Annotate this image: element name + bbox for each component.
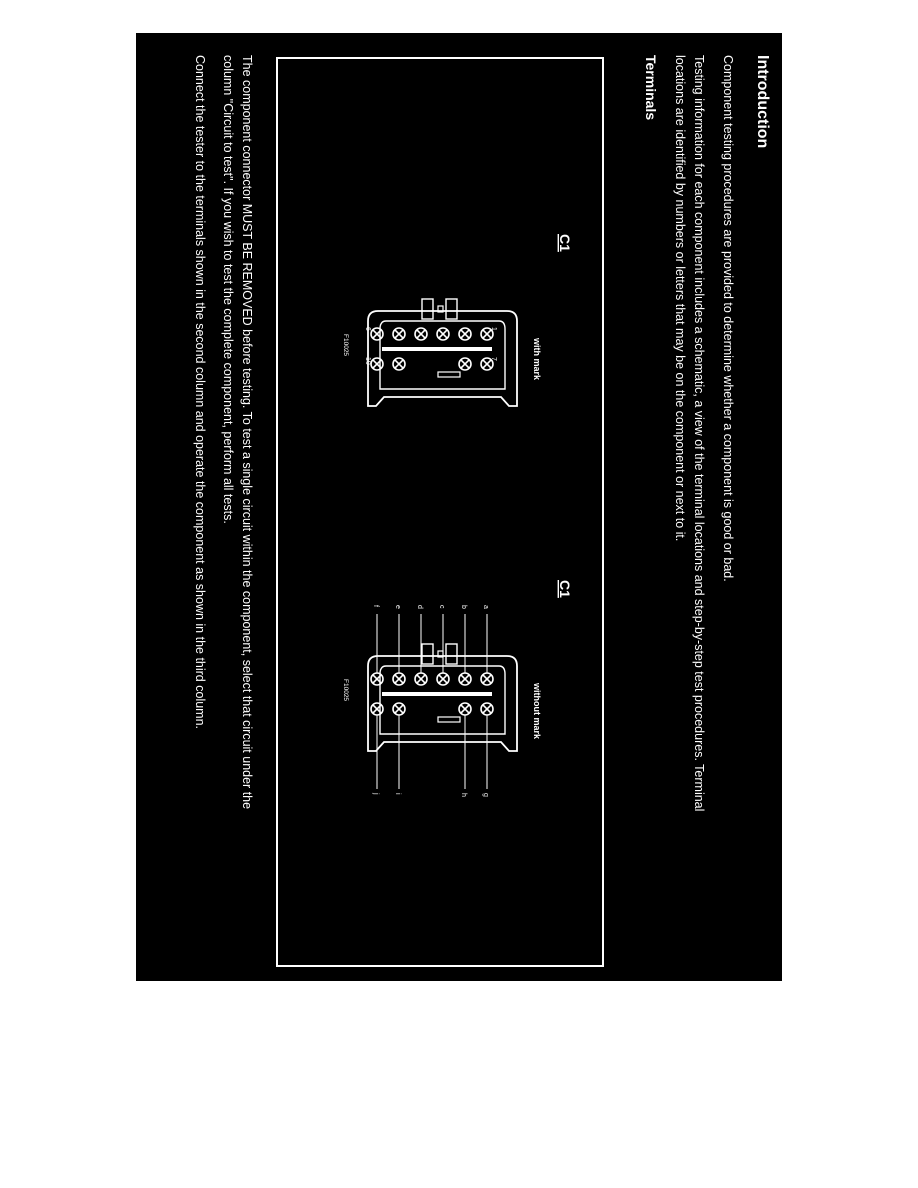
rotated-content	[136, 33, 782, 981]
figure-id: F10025	[342, 334, 349, 357]
terminal-label-j: j	[372, 793, 379, 795]
pin-label-1: 1	[490, 327, 497, 331]
connector-diagrams	[278, 59, 602, 965]
terminal-label-e: e	[394, 605, 401, 609]
testing-info-line-1: Testing information for each component includes a schematic, a view of the terminal locations and step-by-step test procedures. Terminal	[692, 55, 706, 812]
terminal-label-a: a	[482, 605, 489, 609]
page-title: Introduction	[754, 55, 771, 149]
terminal-label-h: h	[460, 793, 467, 797]
connector-without-mark	[342, 580, 573, 797]
connector-label: C1	[557, 580, 573, 598]
terminal-label-b: b	[460, 605, 467, 609]
intro-paragraph: Component testing procedures are provided to determine whether a component is good or bad.	[721, 55, 735, 582]
pin-label-10: 10	[364, 357, 371, 365]
pin-label-6: 6	[364, 327, 371, 331]
terminal-label-f: f	[372, 605, 379, 607]
terminals-panel	[276, 57, 604, 967]
terminal-label-d: d	[416, 605, 423, 609]
connect-instruction: Connect the tester to the terminals shown in the second column and operate the component as shown in the third column.	[193, 55, 207, 730]
removal-note-line-2: column "Circuit to test". If you wish to test the complete component, perform all tests.	[221, 55, 235, 524]
document-sheet	[136, 33, 782, 981]
removal-note-line-1: The component connector MUST BE REMOVED before testing. To test a single circuit within the component, select that circuit under the	[240, 55, 254, 810]
connector-label: C1	[557, 234, 573, 252]
connector-caption: with mark	[532, 338, 542, 381]
pin-label-7: 7	[490, 357, 497, 361]
connector-caption: without mark	[532, 683, 542, 740]
terminal-label-g: g	[482, 793, 489, 797]
figure-id: F10025	[342, 679, 349, 702]
terminal-label-c: c	[438, 605, 445, 609]
terminal-label-i: i	[394, 793, 401, 795]
section-title: Terminals	[643, 55, 659, 121]
testing-info-line-2: locations are identified by numbers or letters that may be on the component or next to it.	[673, 55, 687, 542]
connector-with-mark	[342, 234, 573, 406]
